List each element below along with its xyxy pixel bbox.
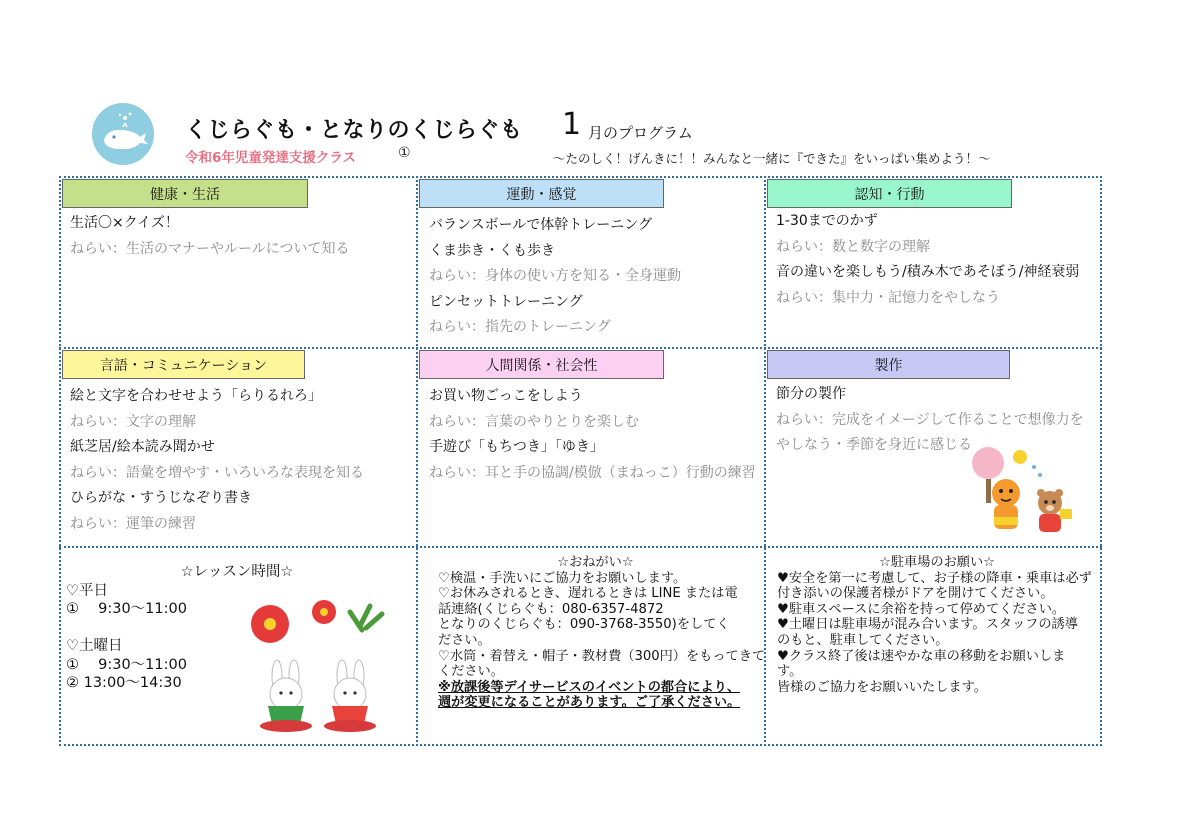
grid-divider — [59, 546, 1102, 548]
category-language-label: 言語・コミュニケーション — [62, 350, 305, 379]
parking-line: 皆様のご協力をお願いいたします。 — [777, 679, 987, 695]
aim-text: ねらい：言葉のやりとりを楽しむ — [429, 413, 639, 430]
aim-text: ねらい：集中力・記憶力をやしなう — [776, 289, 1000, 306]
parking-title: ☆駐車場のお願い☆ — [879, 555, 995, 570]
activity-text: 絵と文字を合わせせよう「らりるれろ」 — [70, 388, 322, 404]
aim-text: ねらい：完成をイメージして作ることで想像力を — [776, 411, 1084, 428]
request-line: ♡水筒・着替え・帽子・教材費（300円）をもってきて — [438, 648, 766, 664]
lesson-title: ☆レッスン時間☆ — [180, 564, 294, 580]
activity-text: ひらがな・すうじなぞり書き — [70, 490, 252, 506]
request-line: となりのくじらぐも：090-3768-3550)をしてく — [438, 617, 730, 633]
aim-text: やしなう・季節を身近に感じる — [776, 437, 972, 453]
parking-line: ♥クラス終了後は速やかな車の移動をお願いしま — [777, 648, 1066, 664]
activity-text: お買い物ごっこをしよう — [429, 388, 583, 404]
activity-text: 手遊び「もちつき」「ゆき」 — [429, 439, 604, 455]
request-line: 話連絡(くじらぐも：080-6357-4872 — [438, 601, 664, 617]
class-number: ① — [398, 145, 411, 161]
activity-text: 1-30までのかず — [776, 213, 878, 229]
activity-text: くま歩き・くも歩き — [429, 242, 555, 259]
request-line: ♡検温・手洗いにご協力をお願いします。 — [438, 570, 687, 586]
class-subtitle: 令和6年児童発達支援クラス — [185, 150, 356, 166]
health-content — [70, 211, 349, 262]
aim-text: ねらい：数と数字の理解 — [776, 238, 930, 255]
category-cognition-label: 認知・行動 — [767, 179, 1012, 208]
activity-text: 生活〇×クイズ！ — [70, 215, 179, 231]
whale-logo — [92, 103, 154, 165]
parking-line: ♥駐車スペースに余裕を持って停めてください。 — [777, 601, 1066, 617]
grid-divider — [59, 347, 1102, 349]
schedule-notice: 週が変更になることがあります。ご了承ください。 — [438, 695, 741, 711]
request-line: ださい。 — [438, 632, 491, 648]
request-line: ♡お休みされるとき、遅れるときは LINE または電 — [438, 586, 738, 602]
aim-text: ねらい：文字の理解 — [70, 413, 196, 430]
cognition-content — [776, 209, 1079, 311]
grid-divider — [416, 176, 418, 746]
motor-content — [429, 213, 681, 341]
language-content — [70, 384, 364, 537]
category-health-label: 健康・生活 — [62, 179, 308, 208]
saturday-time-morning: ① 9:30～11:00 — [66, 656, 187, 673]
tagline: ～たのしく！げんきに！！みんなと一緒に『できた』をいっぱい集めよう！～ — [553, 151, 991, 166]
parking-line: す。 — [777, 664, 803, 680]
category-social-label: 人間関係・社会性 — [419, 350, 664, 379]
category-motor-label: 運動・感覚 — [419, 179, 664, 208]
aim-text: ねらい：指先のトレーニング — [429, 319, 611, 335]
activity-text: バランスボールで体幹トレーニング — [429, 217, 653, 233]
activity-text: ピンセットトレーニング — [429, 293, 583, 310]
aim-text: ねらい：運筆の練習 — [70, 515, 196, 532]
aim-text: ねらい：語彙を増やす・いろいろな表現を知る — [70, 464, 364, 481]
social-content — [429, 384, 756, 486]
category-craft-label: 製作 — [767, 350, 1010, 379]
parking-line: ♥土曜日は駐車場が混み合います。スタッフの誘導 — [777, 617, 1078, 633]
saturday-time-afternoon: ② 13:00～14:30 — [66, 675, 182, 691]
requests-title: ☆おねがい☆ — [557, 555, 634, 570]
aim-text: ねらい：耳と手の協調/模倣（まねっこ）行動の練習 — [429, 464, 756, 481]
activity-text: 節分の製作 — [776, 386, 846, 402]
setsubun-oni-illustration — [968, 445, 1078, 537]
parking-section — [777, 555, 1097, 695]
month-program-label: 月のプログラム — [588, 124, 693, 142]
requests-section — [438, 555, 766, 711]
month-number: 1 — [562, 107, 582, 142]
new-year-rabbits-illustration — [242, 596, 402, 736]
parking-line: ♥安全を第一に考慮して、お子様の降車・乗車は必ず — [777, 570, 1092, 586]
saturday-label: ♡土曜日 — [66, 638, 123, 654]
aim-text: ねらい：身体の使い方を知る・全身運動 — [429, 268, 681, 284]
whale-icon — [92, 103, 154, 165]
parking-line: 付き添いの保護者様がドアを開けてください。 — [777, 586, 1054, 602]
activity-text: 音の違いを楽しもう/積み木であそぼう/神経衰弱 — [776, 264, 1080, 280]
request-line: ください。 — [438, 664, 504, 680]
page-title: くじらぐも・となりのくじらぐも — [185, 118, 523, 143]
weekday-label: ♡平日 — [66, 582, 108, 599]
weekday-time: ① 9:30～11:00 — [66, 601, 187, 617]
schedule-notice: ※放課後等デイサービスのイベントの都合により、 — [438, 679, 741, 695]
parking-line: のもと、駐車してください。 — [777, 632, 949, 648]
aim-text: ねらい：生活のマナーやルールについて知る — [70, 240, 350, 257]
activity-text: 紙芝居/絵本読み聞かせ — [70, 439, 215, 455]
